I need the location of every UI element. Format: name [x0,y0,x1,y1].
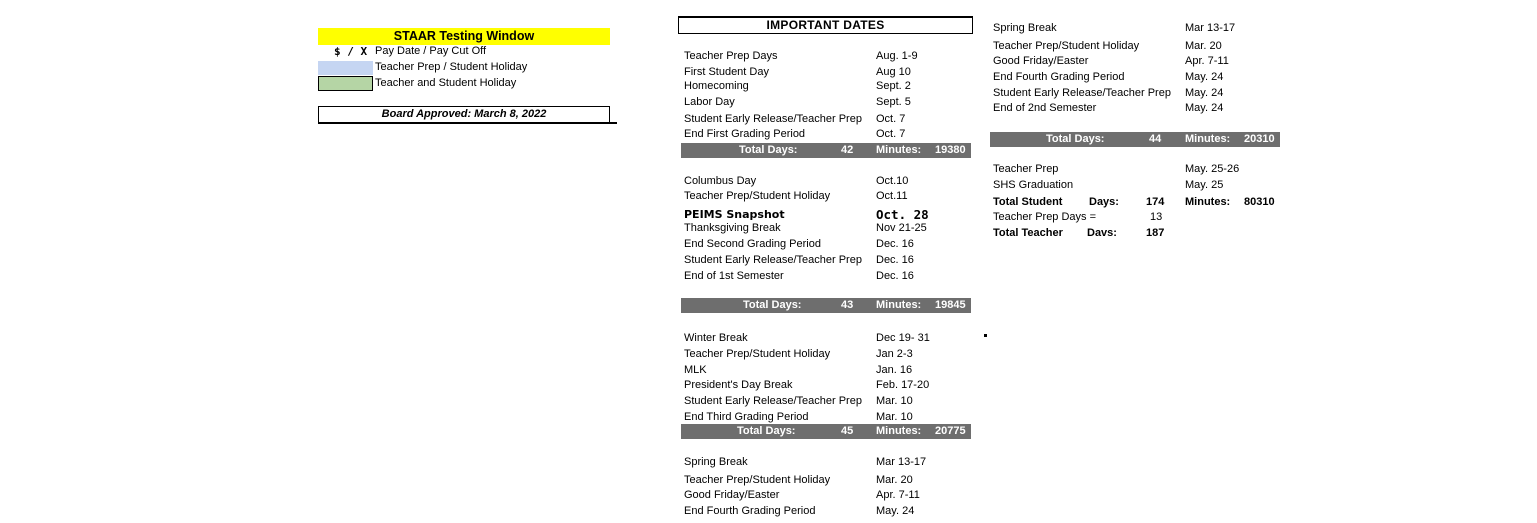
minutes-value: 19845 [935,299,966,311]
list-item-label: Homecoming [684,80,749,92]
list-item-label: President's Day Break [684,379,793,391]
list-item-label: End of 1st Semester [684,270,784,282]
teacher-prep-days-label: Teacher Prep Days = [993,211,1097,223]
holiday-legend-label: Teacher and Student Holiday [375,77,517,89]
list-item-label: Winter Break [684,332,748,344]
list-item-label: Columbus Day [684,175,757,187]
list-item-label: End Second Grading Period [684,238,821,250]
list-item-date: May. 25 [1185,179,1224,191]
total-days-value: 43 [841,299,854,311]
list-item-date: Feb. 17-20 [876,379,930,391]
pay-date-symbol: $ / X [334,45,368,58]
list-item-label: SHS Graduation [993,179,1074,191]
total-days-label: Total Days: [1046,133,1105,145]
teacher-prep-days-value: 13 [1150,211,1163,223]
minutes-label: Minutes: [876,144,922,156]
list-item-label: Spring Break [993,22,1057,34]
list-item-date: May. 25-26 [1185,163,1240,175]
list-item-date: Mar 13-17 [1185,22,1236,34]
peims-snapshot-label: PEIMS Snapshot [684,208,785,221]
list-item-date: Dec. 16 [876,254,914,266]
list-item-date: Sept. 5 [876,96,911,108]
teacher-prep-swatch [318,61,373,75]
list-item-label: First Student Day [684,66,769,78]
list-item-label: Student Early Release/Teacher Prep [684,113,862,125]
list-item-date: Mar. 20 [1185,40,1222,52]
total-teacher-days-value: 187 [1146,227,1165,239]
total-days-value: 42 [841,144,854,156]
total-student-minutes-label: Minutes: [1185,196,1231,208]
list-item-date: May. 24 [876,505,915,517]
total-days-label: Total Days: [737,425,796,437]
total-days-bar-1 [681,143,971,158]
list-item-date: Oct.11 [876,190,908,202]
list-item-label: End Third Grading Period [684,411,809,423]
list-item-date: Apr. 7-11 [1185,55,1229,67]
list-item-label: Teacher Prep/Student Holiday [684,348,831,360]
list-item-date: Aug. 1-9 [876,50,918,62]
total-days-bar-4 [990,132,1280,147]
total-teacher-label: Total Teacher [993,227,1063,239]
list-item-label: Teacher Prep Days [684,50,778,62]
list-item-label: End First Grading Period [684,128,806,140]
list-item-label: Good Friday/Easter [684,489,780,501]
list-item-label: Teacher Prep/Student Holiday [684,474,831,486]
total-teacher-days-label: Davs: [1087,227,1117,239]
pay-date-legend-label: Pay Date / Pay Cut Off [375,45,487,57]
important-dates-header: IMPORTANT DATES [678,16,973,34]
list-item-date: Mar. 20 [876,474,913,486]
peims-snapshot-date: Oct. 28 [876,207,929,222]
list-item-date: Jan. 16 [876,364,913,376]
list-item-date: Sept. 2 [876,80,911,92]
board-approved-box: Board Approved: March 8, 2022 [318,106,610,123]
holiday-swatch [318,76,373,91]
teacher-prep-legend-label: Teacher Prep / Student Holiday [375,61,528,73]
total-days-label: Total Days: [739,144,798,156]
list-item-label: End Fourth Grading Period [684,505,816,517]
list-item-date: May. 24 [1185,71,1224,83]
total-days-bar-2 [681,298,971,313]
list-item-date: May. 24 [1185,102,1224,114]
list-item-label: Labor Day [684,96,735,108]
minutes-label: Minutes: [876,425,922,437]
list-item-date: Aug 10 [876,66,911,78]
total-student-minutes-value: 80310 [1244,196,1275,208]
minutes-value: 19380 [935,144,966,156]
total-student-days-value: 174 [1146,196,1165,208]
list-item-date: Dec. 16 [876,238,914,250]
total-days-bar-3 [681,424,971,439]
total-days-label: Total Days: [743,299,802,311]
list-item-label: Student Early Release/Teacher Prep [684,395,862,407]
list-item-date: May. 24 [1185,87,1224,99]
list-item-label: Spring Break [684,456,748,468]
list-item-date: Nov 21-25 [876,222,927,234]
list-item-date: Mar. 10 [876,395,913,407]
staar-testing-window-legend: STAAR Testing Window [318,28,610,45]
total-days-value: 45 [841,425,854,437]
total-days-value: 44 [1149,133,1162,145]
minutes-value: 20310 [1244,133,1275,145]
list-item-label: End of 2nd Semester [993,102,1097,114]
list-item-date: Dec. 16 [876,270,914,282]
list-item-date: Apr. 7-11 [876,489,920,501]
total-student-label: Total Student [993,196,1063,208]
list-item-label: Teacher Prep/Student Holiday [684,190,831,202]
list-item-label: MLK [684,364,707,376]
list-item-date: Oct.10 [876,175,909,187]
list-item-date: Jan 2-3 [876,348,913,360]
list-item-date: Oct. 7 [876,128,906,140]
list-item-date: Mar. 10 [876,411,913,423]
total-student-days-label: Days: [1089,196,1119,208]
list-item-date: Mar 13-17 [876,456,927,468]
stray-dot [984,334,987,337]
list-item-label: Student Early Release/Teacher Prep [684,254,862,266]
minutes-value: 20775 [935,425,966,437]
list-item-label: End Fourth Grading Period [993,71,1125,83]
list-item-date: Oct. 7 [876,113,906,125]
list-item-label: Student Early Release/Teacher Prep [993,87,1171,99]
list-item-label: Teacher Prep [993,163,1059,175]
list-item-label: Thanksgiving Break [684,222,781,234]
list-item-label: Good Friday/Easter [993,55,1089,67]
divider [318,122,617,124]
minutes-label: Minutes: [876,299,922,311]
list-item-date: Dec 19- 31 [876,332,930,344]
list-item-label: Teacher Prep/Student Holiday [993,40,1140,52]
minutes-label: Minutes: [1185,133,1231,145]
